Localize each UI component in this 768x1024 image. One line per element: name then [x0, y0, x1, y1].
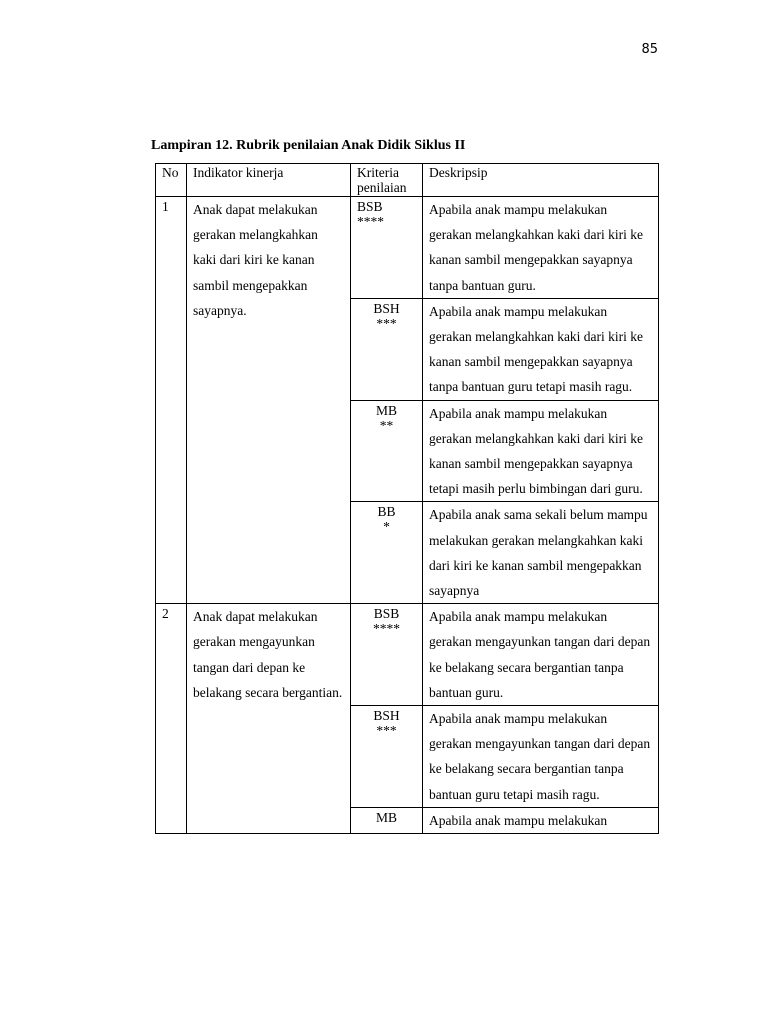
header-indikator: Indikator kinerja	[187, 164, 351, 197]
criteria-stars: ****	[373, 621, 400, 637]
criteria-cell	[351, 400, 423, 502]
description-cell: Apabila anak mampu melakukan gerakan melangkahkan kaki dari kiri ke kanan sambil mengepakkan sayapnya tanpa bantuan guru tetapi masih ragu.	[423, 298, 659, 400]
header-deskripsi: Deskripsip	[423, 164, 659, 197]
criteria-stars: ***	[376, 723, 397, 739]
criteria-stars: ***	[376, 315, 397, 331]
criteria-level: MB	[375, 809, 397, 825]
description-cell: Apabila anak sama sekali belum mampu melakukan gerakan melangkahkan kaki dari kiri ke kanan sambil mengepakkan sayapnya	[423, 502, 659, 604]
criteria-cell	[351, 197, 423, 299]
criteria-level: MB	[375, 402, 397, 418]
header-row	[156, 164, 659, 197]
table-row	[156, 604, 659, 706]
description-cell: Apabila anak mampu melakukan gerakan mengayunkan tangan dari depan ke belakang secara bergantian tanpa bantuan guru.	[423, 604, 659, 706]
header-kriteria: Kriteria penilaian	[351, 164, 423, 197]
description-cell: Apabila anak mampu melakukan	[423, 807, 659, 833]
criteria-cell	[351, 807, 423, 833]
description-cell: Apabila anak mampu melakukan gerakan melangkahkan kaki dari kiri ke kanan sambil mengepakkan sayapnya tetapi masih perlu bimbingan dari guru.	[423, 400, 659, 502]
row-number: 2	[156, 604, 187, 834]
page-number: 85	[641, 42, 658, 57]
criteria-level: BSH	[373, 708, 400, 724]
header-no: No	[156, 164, 187, 197]
criteria-level: BSB	[357, 199, 383, 214]
row-number: 1	[156, 197, 187, 604]
indicator-cell: Anak dapat melakukan gerakan melangkahkan kaki dari kiri ke kanan sambil mengepakkan sayapnya.	[187, 197, 351, 604]
criteria-stars: *	[383, 519, 390, 535]
criteria-stars: **	[379, 417, 394, 433]
criteria-cell	[351, 502, 423, 604]
indicator-cell: Anak dapat melakukan gerakan mengayunkan tangan dari depan ke belakang secara bergantian.	[187, 604, 351, 834]
table-row	[156, 197, 659, 299]
criteria-cell	[351, 604, 423, 706]
criteria-cell	[351, 706, 423, 808]
criteria-level: BSB	[373, 606, 400, 622]
criteria-level: BB	[377, 504, 396, 520]
criteria-cell	[351, 298, 423, 400]
document-heading: Lampiran 12. Rubrik penilaian Anak Didik Siklus II	[151, 138, 466, 153]
description-cell: Apabila anak mampu melakukan gerakan mengayunkan tangan dari depan ke belakang secara bergantian tanpa bantuan guru tetapi masih ragu.	[423, 706, 659, 808]
criteria-stars: ****	[357, 214, 384, 229]
description-cell: Apabila anak mampu melakukan gerakan melangkahkan kaki dari kiri ke kanan sambil mengepakkan sayapnya tanpa bantuan guru.	[423, 197, 659, 299]
criteria-level: BSH	[373, 300, 400, 316]
rubric-table	[155, 163, 659, 834]
